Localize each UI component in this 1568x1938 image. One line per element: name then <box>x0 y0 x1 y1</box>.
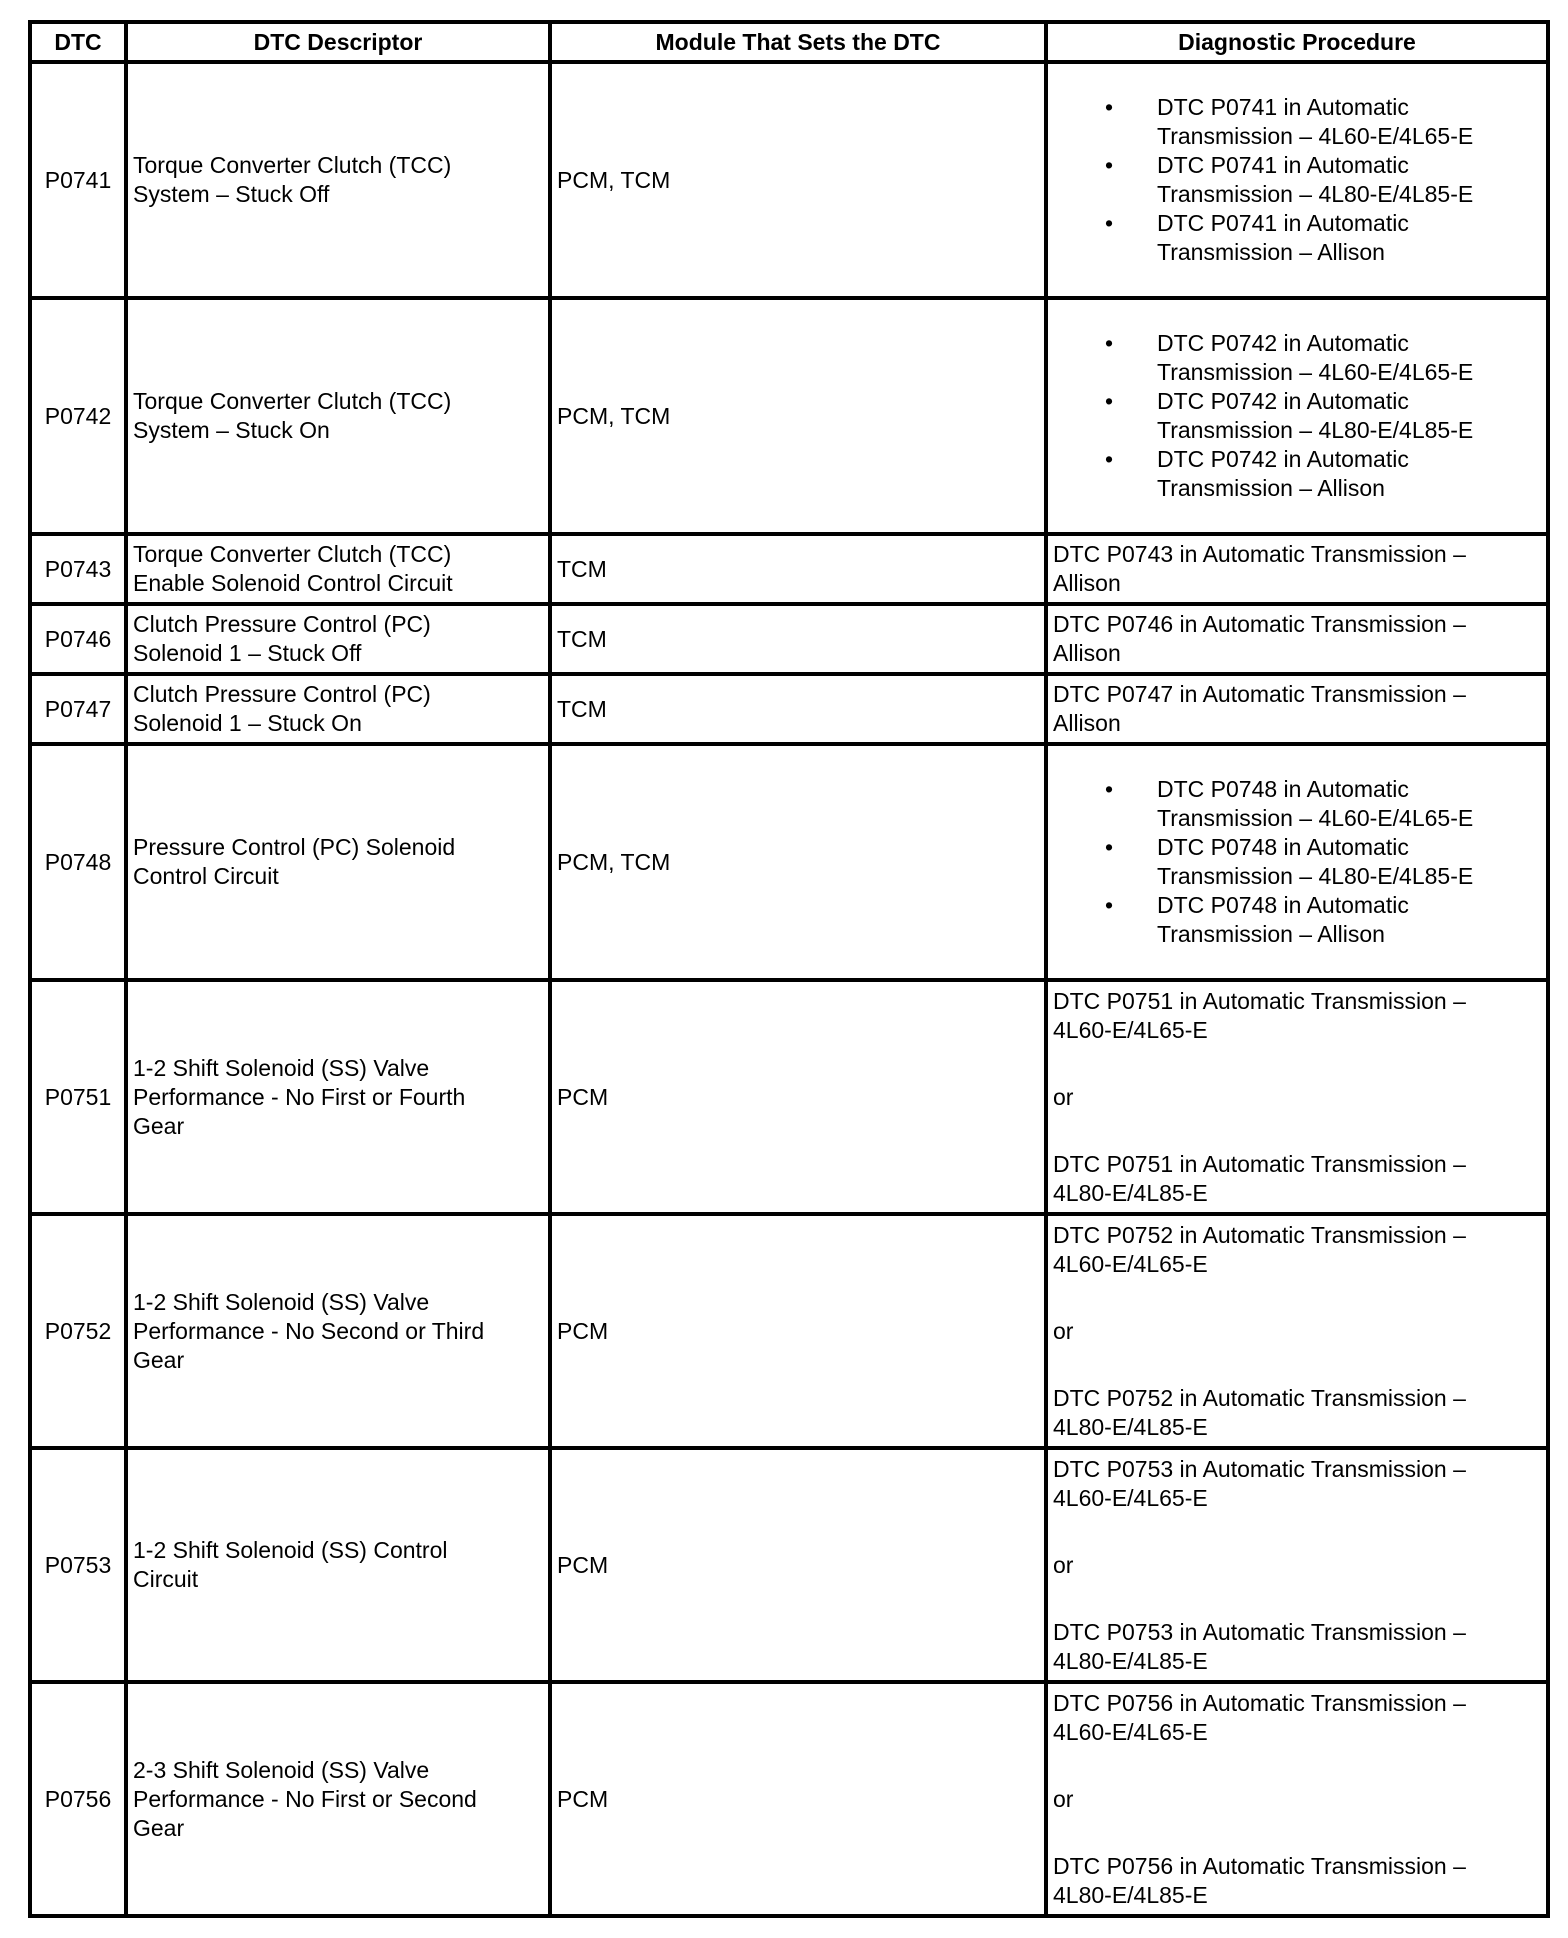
descriptor-line: Gear <box>133 1112 185 1139</box>
procedure-item-line: • DTC P0742 in Automatic <box>1157 388 1409 414</box>
spacer <box>1053 1747 1541 1785</box>
dtc-module: TCM <box>550 534 1046 604</box>
procedure-link-a[interactable] <box>1053 1221 1541 1279</box>
dtc-module: PCM, TCM <box>550 62 1046 298</box>
dtc-descriptor <box>126 1214 550 1448</box>
procedure-link-b[interactable] <box>1053 1384 1541 1442</box>
procedure-line: 4L60-E/4L65-E <box>1053 1250 1208 1277</box>
dtc-descriptor <box>126 1682 550 1916</box>
dtc-procedure <box>1046 980 1548 1214</box>
procedure-line: DTC P0751 in Automatic Transmission – <box>1053 987 1466 1014</box>
procedure-line: 4L60-E/4L65-E <box>1053 1016 1208 1043</box>
procedure-link-a[interactable] <box>1053 1689 1541 1747</box>
procedure-item-line: Transmission – Allison <box>1157 921 1385 947</box>
dtc-procedure <box>1046 1682 1548 1916</box>
procedure-line: DTC P0751 in Automatic Transmission – <box>1053 1150 1466 1177</box>
procedure-line: DTC P0756 in Automatic Transmission – <box>1053 1852 1466 1879</box>
table-row <box>30 744 1548 980</box>
procedure-line: DTC P0743 in Automatic Transmission – <box>1053 541 1466 567</box>
dtc-procedure <box>1046 1214 1548 1448</box>
dtc-module: PCM <box>550 1214 1046 1448</box>
dtc-procedure[interactable] <box>1046 534 1548 604</box>
procedure-line: 4L60-E/4L65-E <box>1053 1718 1208 1745</box>
dtc-module: TCM <box>550 604 1046 674</box>
table-row <box>30 604 1548 674</box>
procedure-or: or <box>1053 1317 1074 1344</box>
procedure-item-line: • DTC P0742 in Automatic <box>1157 446 1409 472</box>
descriptor-line: Performance - No First or Fourth <box>133 1083 466 1110</box>
descriptor-line: Enable Solenoid Control Circuit <box>133 570 453 596</box>
descriptor-line: Torque Converter Clutch (TCC) <box>133 152 452 178</box>
procedure-line: 4L80-E/4L85-E <box>1053 1647 1208 1674</box>
dtc-code: P0756 <box>30 1682 126 1916</box>
table-row <box>30 1448 1548 1682</box>
descriptor-line: Torque Converter Clutch (TCC) <box>133 541 452 567</box>
descriptor-line: Torque Converter Clutch (TCC) <box>133 388 452 414</box>
spacer <box>1053 1814 1541 1852</box>
descriptor-line: Control Circuit <box>133 863 279 889</box>
procedure-item-line: • DTC P0748 in Automatic <box>1157 776 1409 802</box>
table-row <box>30 298 1548 534</box>
procedure-item[interactable] <box>1157 329 1541 387</box>
procedure-line: DTC P0747 in Automatic Transmission – <box>1053 681 1466 707</box>
procedure-line: 4L80-E/4L85-E <box>1053 1413 1208 1440</box>
header-dtc: DTC <box>30 22 126 62</box>
spacer <box>1053 1279 1541 1317</box>
header-descriptor: DTC Descriptor <box>126 22 550 62</box>
dtc-table <box>28 20 1550 1918</box>
procedure-line: 4L60-E/4L65-E <box>1053 1484 1208 1511</box>
procedure-item[interactable] <box>1157 775 1541 833</box>
dtc-module: PCM <box>550 1448 1046 1682</box>
procedure-line: DTC P0752 in Automatic Transmission – <box>1053 1221 1466 1248</box>
descriptor-line: Gear <box>133 1346 185 1373</box>
dtc-procedure <box>1046 62 1548 298</box>
procedure-item-line: Transmission – Allison <box>1157 475 1385 501</box>
spacer <box>1053 1112 1541 1150</box>
procedure-item-line: • DTC P0741 in Automatic <box>1157 94 1409 120</box>
procedure-item-line: • DTC P0741 in Automatic <box>1157 210 1409 236</box>
header-procedure: Diagnostic Procedure <box>1046 22 1548 62</box>
dtc-module: PCM, TCM <box>550 298 1046 534</box>
descriptor-line: 1-2 Shift Solenoid (SS) Control <box>133 1537 448 1563</box>
procedure-or: or <box>1053 1083 1074 1110</box>
table-row <box>30 1214 1548 1448</box>
descriptor-line: Solenoid 1 – Stuck Off <box>133 640 362 666</box>
descriptor-line: Solenoid 1 – Stuck On <box>133 710 362 736</box>
procedure-line: DTC P0752 in Automatic Transmission – <box>1053 1384 1466 1411</box>
descriptor-line: Clutch Pressure Control (PC) <box>133 611 431 637</box>
descriptor-line: 1-2 Shift Solenoid (SS) Valve <box>133 1054 430 1081</box>
procedure-line: DTC P0756 in Automatic Transmission – <box>1053 1689 1466 1716</box>
table-row <box>30 980 1548 1214</box>
spacer <box>1053 1346 1541 1384</box>
procedure-item[interactable] <box>1157 387 1541 445</box>
procedure-item-line: Transmission – Allison <box>1157 239 1385 265</box>
procedure-line: DTC P0753 in Automatic Transmission – <box>1053 1455 1466 1482</box>
procedure-item-line: • DTC P0748 in Automatic <box>1157 892 1409 918</box>
descriptor-line: Gear <box>133 1814 185 1841</box>
table-row <box>30 534 1548 604</box>
procedure-line: 4L80-E/4L85-E <box>1053 1881 1208 1908</box>
procedure-item-line: Transmission – 4L80-E/4L85-E <box>1157 417 1474 443</box>
procedure-link-b[interactable] <box>1053 1150 1541 1208</box>
procedure-list <box>1053 329 1541 503</box>
procedure-link-a[interactable] <box>1053 987 1541 1045</box>
descriptor-line: 1-2 Shift Solenoid (SS) Valve <box>133 1288 430 1315</box>
procedure-or: or <box>1053 1785 1074 1812</box>
procedure-item-line: Transmission – 4L80-E/4L85-E <box>1157 863 1474 889</box>
dtc-code: P0751 <box>30 980 126 1214</box>
dtc-descriptor <box>126 1448 550 1682</box>
dtc-procedure <box>1046 1448 1548 1682</box>
header-row <box>30 22 1548 62</box>
procedure-line: DTC P0753 in Automatic Transmission – <box>1053 1618 1466 1645</box>
procedure-line: DTC P0746 in Automatic Transmission – <box>1053 611 1466 637</box>
spacer <box>1053 1580 1541 1618</box>
dtc-descriptor <box>126 744 550 980</box>
procedure-item-line: Transmission – 4L80-E/4L85-E <box>1157 181 1474 207</box>
dtc-descriptor <box>126 298 550 534</box>
table-row <box>30 62 1548 298</box>
dtc-module: PCM <box>550 1682 1046 1916</box>
procedure-list <box>1053 775 1541 949</box>
dtc-code: P0746 <box>30 604 126 674</box>
descriptor-line: Clutch Pressure Control (PC) <box>133 681 431 707</box>
dtc-procedure <box>1046 744 1548 980</box>
dtc-code: P0742 <box>30 298 126 534</box>
dtc-module: TCM <box>550 674 1046 744</box>
dtc-code: P0743 <box>30 534 126 604</box>
table-row <box>30 1682 1548 1916</box>
dtc-descriptor <box>126 62 550 298</box>
dtc-descriptor <box>126 674 550 744</box>
descriptor-line: Performance - No Second or Third <box>133 1317 485 1344</box>
procedure-item-line: • DTC P0741 in Automatic <box>1157 152 1409 178</box>
descriptor-line: Performance - No First or Second <box>133 1785 477 1812</box>
procedure-item[interactable] <box>1157 209 1541 267</box>
procedure-item-line: Transmission – 4L60-E/4L65-E <box>1157 805 1474 831</box>
dtc-code: P0747 <box>30 674 126 744</box>
spacer <box>1053 1045 1541 1083</box>
spacer <box>1053 1513 1541 1551</box>
procedure-item-line: • DTC P0748 in Automatic <box>1157 834 1409 860</box>
descriptor-line: System – Stuck Off <box>133 181 330 207</box>
dtc-procedure <box>1046 298 1548 534</box>
procedure-item[interactable] <box>1157 93 1541 151</box>
procedure-item[interactable] <box>1157 833 1541 891</box>
header-module: Module That Sets the DTC <box>550 22 1046 62</box>
dtc-code: P0752 <box>30 1214 126 1448</box>
descriptor-line: Pressure Control (PC) Solenoid <box>133 834 456 860</box>
descriptor-line: 2-3 Shift Solenoid (SS) Valve <box>133 1756 430 1783</box>
dtc-descriptor <box>126 980 550 1214</box>
dtc-module: PCM <box>550 980 1046 1214</box>
procedure-item-line: Transmission – 4L60-E/4L65-E <box>1157 123 1474 149</box>
dtc-code: P0741 <box>30 62 126 298</box>
procedure-link-b[interactable] <box>1053 1852 1541 1910</box>
dtc-procedure[interactable] <box>1046 674 1548 744</box>
procedure-item-line: • DTC P0742 in Automatic <box>1157 330 1409 356</box>
descriptor-line: System – Stuck On <box>133 417 330 443</box>
table-row <box>30 674 1548 744</box>
procedure-line: Allison <box>1053 640 1121 666</box>
procedure-item[interactable] <box>1157 151 1541 209</box>
procedure-item[interactable] <box>1157 445 1541 503</box>
procedure-line: Allison <box>1053 570 1121 596</box>
procedure-line: 4L80-E/4L85-E <box>1053 1179 1208 1206</box>
procedure-item[interactable] <box>1157 891 1541 949</box>
dtc-descriptor <box>126 604 550 674</box>
procedure-line: Allison <box>1053 710 1121 736</box>
procedure-item-line: Transmission – 4L60-E/4L65-E <box>1157 359 1474 385</box>
descriptor-line: Circuit <box>133 1566 199 1592</box>
dtc-code: P0753 <box>30 1448 126 1682</box>
procedure-or: or <box>1053 1551 1074 1578</box>
dtc-descriptor <box>126 534 550 604</box>
procedure-link-b[interactable] <box>1053 1618 1541 1676</box>
dtc-procedure[interactable] <box>1046 604 1548 674</box>
procedure-list <box>1053 93 1541 267</box>
dtc-module: PCM, TCM <box>550 744 1046 980</box>
dtc-code: P0748 <box>30 744 126 980</box>
procedure-link-a[interactable] <box>1053 1455 1541 1513</box>
